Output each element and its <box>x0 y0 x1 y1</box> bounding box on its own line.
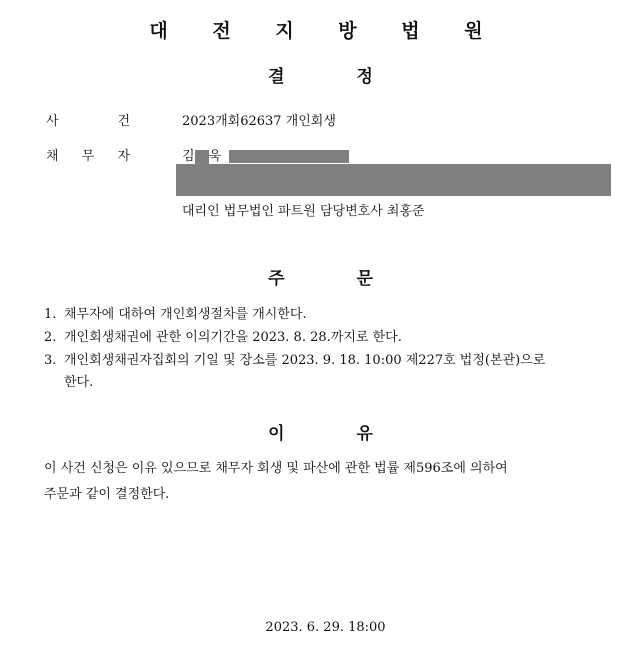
order-item: 3. 개인회생채권자집회의 기일 및 장소를 2023. 9. 18. 10:00 제227호 법정(본관)으로 <box>44 353 546 368</box>
debtor-name-last: 욱 <box>208 149 222 164</box>
order-heading: 주 문 <box>268 269 373 289</box>
reason-paragraph <box>44 456 614 508</box>
decision-date: 2023. 6. 29. 18:00 <box>265 620 386 635</box>
debtor-label: 채 무 자 <box>46 149 130 164</box>
reason-line: 이 사건 신청은 이유 있으므로 채무자 회생 및 파산에 관한 법률 제596조에 의하여 <box>44 461 508 476</box>
court-name: 대 전 지 방 법 원 <box>149 20 502 42</box>
reason-line: 주문과 같이 결정한다. <box>44 487 170 502</box>
order-item-continuation: 한다. <box>64 375 94 390</box>
redaction-box <box>195 150 209 164</box>
redacted-address <box>176 164 611 196</box>
debtor-agent: 대리인 법무법인 파트원 담당변호사 최홍준 <box>182 204 425 219</box>
case-label: 사 건 <box>46 114 130 129</box>
document-type-heading <box>0 62 641 87</box>
document-type-char-1: 결 <box>268 67 285 87</box>
case-number: 2023개회62637 개인회생 <box>182 114 336 129</box>
order-item: 1. 채무자에 대하여 개인회생절차를 개시한다. <box>44 307 307 322</box>
debtor-name <box>182 145 349 164</box>
order-item: 2. 개인회생채권에 관한 이의기간을 2023. 8. 28.까지로 한다. <box>44 330 402 345</box>
document-type-char-2: 정 <box>356 67 373 87</box>
redaction-box <box>229 150 349 163</box>
reason-heading: 이 유 <box>268 424 373 444</box>
debtor-name-first: 김 <box>182 149 195 164</box>
